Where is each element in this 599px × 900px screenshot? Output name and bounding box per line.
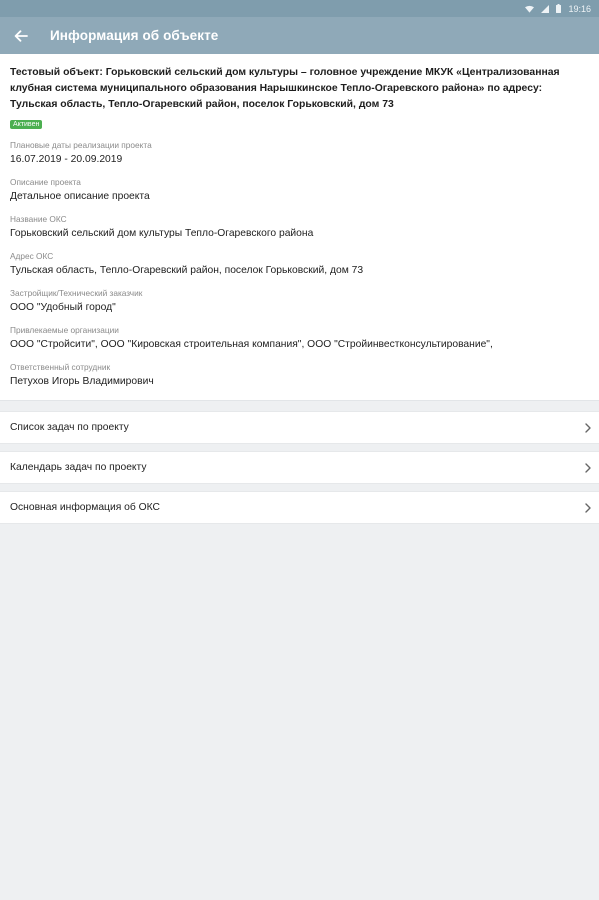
wifi-icon	[525, 5, 534, 13]
field-value: Горьковский сельский дом культуры Тепло-Огаревского района	[10, 228, 314, 239]
menu-item-label: Основная информация об ОКС	[10, 502, 160, 513]
menu-item-label: Календарь задач по проекту	[10, 462, 147, 473]
field-project-description	[10, 177, 589, 205]
status-badge: Активен	[10, 120, 42, 129]
menu-item-label: Список задач по проекту	[10, 422, 129, 433]
object-info-card	[0, 54, 599, 401]
menu-list	[0, 411, 599, 524]
field-label: Ответственный сотрудник	[10, 362, 111, 372]
field-label: Плановые даты реализации проекта	[10, 140, 152, 150]
signal-icon	[541, 5, 549, 13]
arrow-left-icon	[14, 30, 28, 42]
battery-icon	[556, 4, 561, 13]
chevron-right-icon	[585, 463, 591, 473]
chevron-right-icon	[585, 503, 591, 513]
field-label: Описание проекта	[10, 177, 81, 187]
field-label: Застройщик/Технический заказчик	[10, 288, 143, 298]
field-planned-dates	[10, 140, 589, 168]
chevron-right-icon	[585, 423, 591, 433]
field-developer	[10, 288, 589, 316]
field-organizations	[10, 325, 589, 353]
field-value: Детальное описание проекта	[10, 191, 150, 202]
page-title: Информация об объекте	[50, 28, 219, 43]
field-value: ООО "Стройсити", ООО "Кировская строительная компания", ООО "Стройинвестконсультирование",	[10, 339, 493, 350]
menu-item-oks-info[interactable]	[0, 491, 599, 524]
field-label: Название ОКС	[10, 214, 67, 224]
field-label: Адрес ОКС	[10, 251, 54, 261]
back-button[interactable]	[0, 17, 42, 54]
status-bar	[0, 0, 599, 17]
menu-item-task-calendar[interactable]	[0, 451, 599, 484]
app-bar	[0, 17, 599, 54]
field-value: Тульская область, Тепло-Огаревский район, поселок Горьковский, дом 73	[10, 265, 364, 276]
field-label: Привлекаемые организации	[10, 325, 119, 335]
field-responsible-employee	[10, 362, 589, 390]
object-title: Тестовый объект: Горьковский сельский дом культуры – головное учреждение МКУК «Централизованная клубная система муниципального образования Нарышкинское Тепло-Огаревского района» по адресу: Тульская область, Тепло-Огаревский район, поселок Горьковский, дом 73	[10, 67, 560, 110]
field-oks-name	[10, 214, 589, 242]
field-value: Петухов Игорь Владимирович	[10, 376, 154, 387]
status-time: 19:16	[568, 3, 591, 14]
menu-item-task-list[interactable]	[0, 411, 599, 444]
field-oks-address	[10, 251, 589, 279]
field-value: 16.07.2019 - 20.09.2019	[10, 154, 123, 165]
field-value: ООО "Удобный город"	[10, 302, 116, 313]
